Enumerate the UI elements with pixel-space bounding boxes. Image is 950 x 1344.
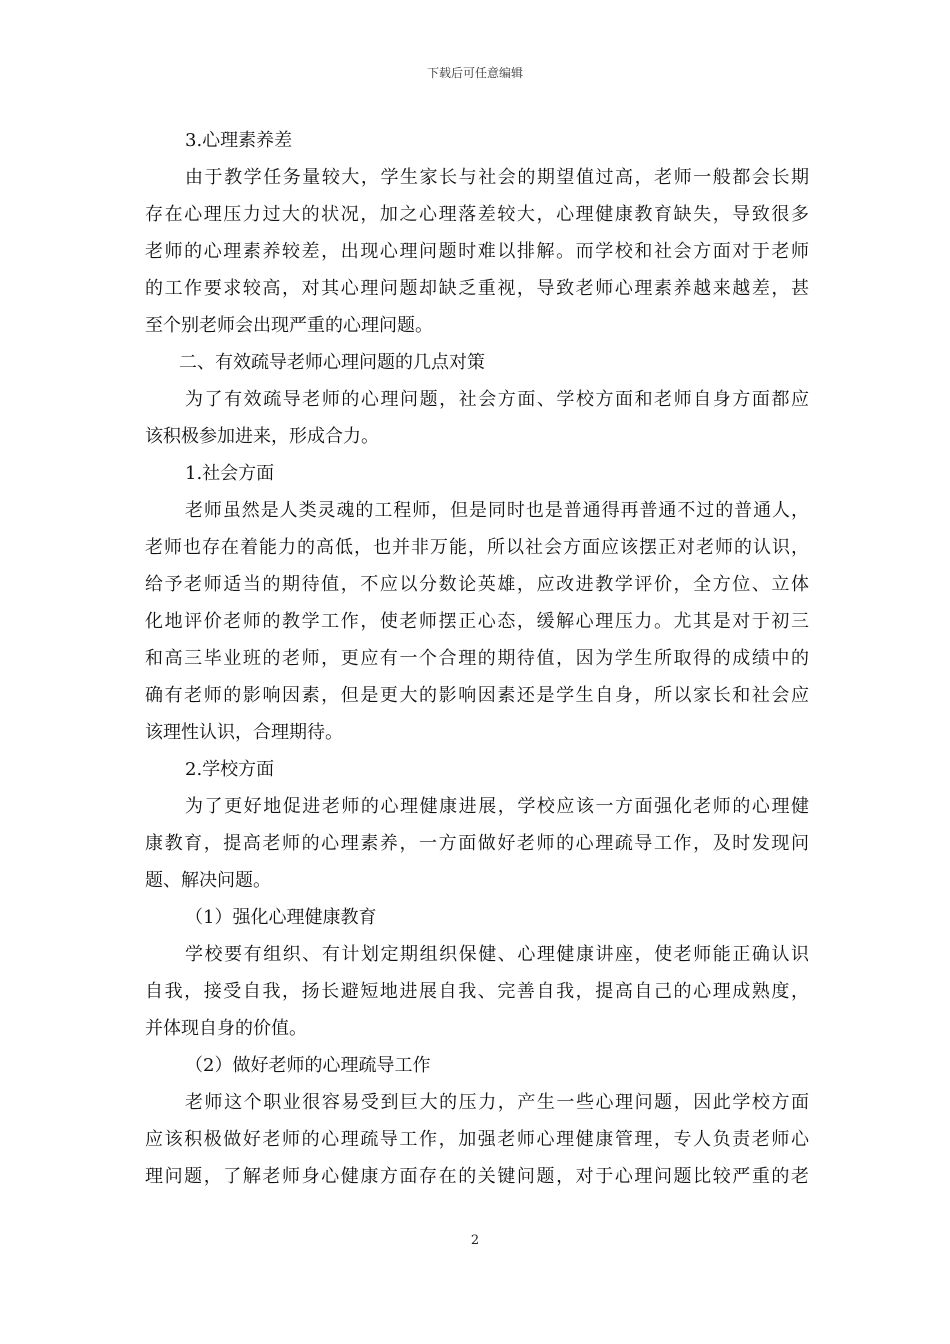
section-heading: 2.学校方面 [185, 759, 275, 780]
paragraph-line: 老师的心理素养较差，出现心理问题时难以排解。而学校和社会方面对于老师 [145, 241, 809, 262]
paragraph-line: 该积极参加进来，形成合力。 [145, 426, 379, 447]
paragraph-line: 题、解决问题。 [145, 870, 271, 891]
paragraph-line: 老师也存在着能力的高低，也并非万能，所以社会方面应该摆正对老师的认识， [145, 537, 809, 558]
paragraph-line: 和高三毕业班的老师，更应有一个合理的期待值，因为学生所取得的成绩中的 [145, 648, 809, 669]
paragraph-line: 化地评价老师的教学工作，使老师摆正心态，缓解心理压力。尤其是对于初三 [145, 611, 809, 632]
paragraph-line: 学校要有组织、有计划定期组织保健、心理健康讲座，使老师能正确认识 [185, 944, 809, 965]
paragraph-line: 康教育，提高老师的心理素养，一方面做好老师的心理疏导工作，及时发现问 [145, 833, 809, 854]
paragraph-line: 该理性认识，合理期待。 [145, 722, 343, 743]
paragraph-line: 的工作要求较高，对其心理问题却缺乏重视，导致老师心理素养越来越差，甚 [145, 278, 809, 299]
paragraph-line: 确有老师的影响因素，但是更大的影响因素还是学生自身，所以家长和社会应 [145, 685, 809, 706]
section-heading: 3.心理素养差 [185, 130, 293, 151]
subsection-heading: （1）强化心理健康教育 [185, 907, 377, 928]
subsection-heading: （2）做好老师的心理疏导工作 [185, 1055, 431, 1076]
paragraph-line: 并体现自身的价值。 [145, 1018, 307, 1039]
paragraph-line: 理问题，了解老师身心健康方面存在的关键问题，对于心理问题比较严重的老 [145, 1166, 809, 1187]
page-header: 下载后可任意编辑 [426, 66, 523, 80]
paragraph-line: 应该积极做好老师的心理疏导工作，加强老师心理健康管理，专人负责老师心 [145, 1129, 809, 1150]
paragraph-line: 至个别老师会出现严重的心理问题。 [145, 315, 433, 336]
paragraph-line: 老师虽然是人类灵魂的工程师，但是同时也是普通得再普通不过的普通人， [185, 500, 809, 521]
paragraph-line: 由于教学任务量较大，学生家长与社会的期望值过高，老师一般都会长期 [185, 167, 809, 188]
paragraph-line: 为了更好地促进老师的心理健康进展，学校应该一方面强化老师的心理健 [185, 796, 809, 817]
paragraph-line: 自我，接受自我，扬长避短地进展自我、完善自我，提高自己的心理成熟度， [145, 981, 809, 1002]
paragraph-line: 给予老师适当的期待值，不应以分数论英雄，应改进教学评价，全方位、立体 [145, 574, 809, 595]
paragraph-line: 老师这个职业很容易受到巨大的压力，产生一些心理问题，因此学校方面 [185, 1092, 809, 1113]
section-heading: 1.社会方面 [185, 463, 275, 484]
paragraph-line: 为了有效疏导老师的心理问题，社会方面、学校方面和老师自身方面都应 [185, 389, 809, 410]
section-heading: 二、有效疏导老师心理问题的几点对策 [179, 352, 485, 373]
document-body [145, 122, 809, 1195]
page-number: 2 [470, 1233, 480, 1248]
paragraph-line: 存在心理压力过大的状况，加之心理落差较大，心理健康教育缺失，导致很多 [145, 204, 809, 225]
